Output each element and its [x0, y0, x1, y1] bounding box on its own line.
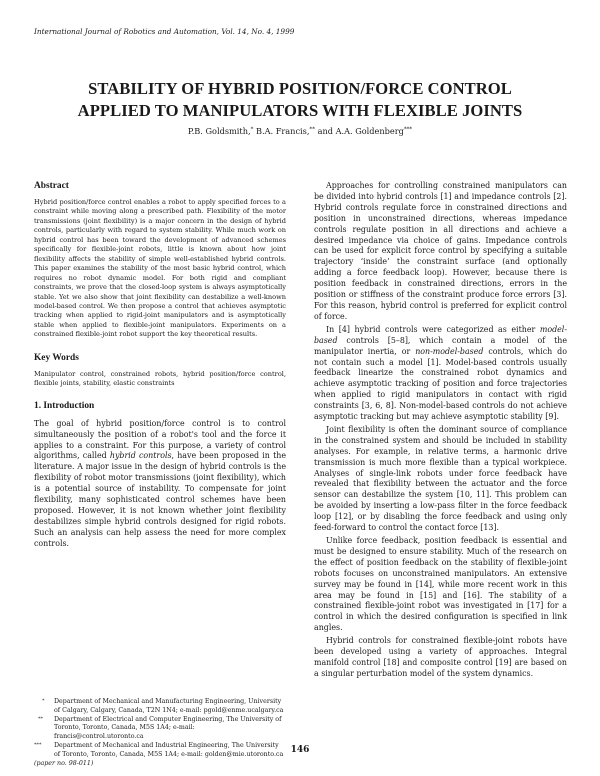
intro-emphasis: hybrid controls	[109, 451, 172, 461]
footnote-2	[34, 716, 286, 742]
author-francis: B.A. Francis,	[255, 126, 310, 136]
left-column	[34, 181, 286, 550]
author-mark-3: ***	[403, 126, 413, 133]
paper-title-line-1: STABILITY OF HYBRID POSITION/FORCE CONTROL	[88, 79, 512, 98]
footnote-text-1: Department of Mechanical and Manufacturing Engineering, University of Calgary, Calgary, Canada, T2N 1N4; e-mail: pgold@enme.ucalgary.ca	[54, 698, 284, 714]
footnotes	[34, 698, 286, 768]
footnote-mark-2: **	[38, 715, 43, 722]
abstract-text: Hybrid position/force control enables a robot to apply specified forces to a constraint while moving along a prescribed path. Flexibility of the motor transmissions (joint flexibility) is a major concern in the design of hybrid controls, particularly with regard to system stability. While much work on hybrid control has been toward the development of advanced schemes specifically for flexible-joint robots, little is known about how joint flexibility affects the stability of simple well-established hybrid controls. This paper examines the stability of the most basic hybrid control, which requires no robot dynamic model. For both rigid and compliant constraints, we prove that the closed-loop system is always asymptotically stable. Yet we also show that joint flexibility can destabilize a well-known model-based control. We then propose a control that achieves asymptotic tracking when applied to rigid-joint manipulators and is asymptotically stable when applied to flexible-joint manipulators. Experiments on a constrained flexible-joint robot support the key theoretical results.	[34, 198, 286, 339]
rp2-em-2: non-model-based	[415, 346, 484, 356]
right-paragraph-5: Hybrid controls for constrained flexible-joint robots have been developed using a variety of approaches. Integral manifold control [18] and composite control [19] are based on a singular perturbation model of the system dynamics.	[314, 636, 567, 678]
author-goldsmith: P.B. Goldsmith,	[187, 126, 251, 136]
rp2-text-b: controls [5–8], which contain a model of the manipulator inertia, or	[314, 335, 567, 356]
right-paragraph-3: Joint flexibility is often the dominant source of compliance in the constrained system and should be included in stability analyses. For example, in relative terms, a harmonic drive transmission is much more flexible than a typical workpiece. Analyses of single-link robots under force feedback have revealed that flexibility between the actuator and the force sensor can destabilize the system [10, 11]. This problem can be avoided by inserting a low-pass filter in the force feedback loop [12], or by disabling the force feedback and using only feed-forward to control the contact force [13].	[314, 424, 567, 533]
footnote-1	[34, 698, 286, 716]
author-goldenberg: and A.A. Goldenberg	[317, 126, 404, 136]
author-list	[34, 126, 566, 136]
paper-number: (paper no. 98-011)	[34, 759, 94, 767]
paper-title-line-2: APPLIED TO MANIPULATORS WITH FLEXIBLE JOINTS	[77, 101, 523, 120]
author-mark-2: **	[309, 126, 315, 133]
rp2-em-1: model-based	[314, 324, 567, 345]
footnote-mark-3: ***	[34, 741, 42, 748]
author-mark-1: *	[250, 126, 254, 133]
right-paragraph-4: Unlike force feedback, position feedback is essential and must be designed to ensure stability. Much of the research on the effect of position feedback on the stability of flexible-joint robots focuses on unconstrained manipulators. An extensive survey may be found in [14], while more recent work in this area may be found in [15] and [16]. The stability of a constrained flexible-joint robot was investigated in [17] for a control in which the desired configuration is specified in link angles.	[314, 536, 567, 633]
intro-text-2: , have been proposed in the literature. A major issue in the design of hybrid controls is the flexibility of robot motor transmissions (joint flexibility), which is a potential source of instability. To compensate for joint flexibility, many sophisticated control schemes have been proposed. However, it is not known whether joint flexibility destabilizes simple hybrid controls designed for rigid robots. Such an analysis can help assess the need for more complex controls.	[34, 451, 286, 548]
intro-text-1: The goal of hybrid position/force control is to control simultaneously the position of a robot's tool and the force it applies to a constraint. For this purpose, a variety of control algorithms, called	[34, 418, 286, 461]
page-number: 146	[290, 745, 310, 755]
abstract-heading: Abstract	[34, 181, 69, 191]
rp2-text-c: controls, which do not contain such a model [1]. Model-based controls usually feedback linearize the constrained robot dynamics and achieve asymptotic tracking of position and force trajectories when applied to rigid manipulators in contact with rigid constraints [3, 6, 8]. Non-model-based controls do not achieve asymptotic tracking but may achieve asymptotic stability [9].	[314, 346, 567, 422]
rp2-text-a: In [4] hybrid controls were categorized as either	[326, 324, 540, 334]
right-paragraph-2	[314, 325, 567, 423]
keywords-heading: Key Words	[34, 352, 79, 363]
right-column	[314, 181, 567, 680]
right-paragraph-1: Approaches for controlling constrained manipulators can be divided into hybrid controls [1] and impedance controls [2]. Hybrid controls regulate force in constrained directions and position in unconstrained directions, whereas impedance controls regulate position in all directions and achieve a desired impedance via choice of gains. Impedance controls can be used for explicit force control by specifying a suitable trajectory ‘inside’ the constraint surface (and optionally adding a force feedback loop). However, because there is position feedback in constrained directions, errors in the position or stiffness of the constraint produce force errors [3]. For this reason, hybrid control is preferred for explicit control of force.	[314, 181, 567, 321]
keywords-text: Manipulator control, constrained robots, hybrid position/force control, flexible joints, stability, elastic constraints	[34, 369, 286, 388]
introduction-heading: 1. Introduction	[34, 400, 95, 411]
footnote-text-2: Department of Electrical and Computer Engineering, The University of Toronto, Toronto, Canada, M5S 1A4; e-mail: francis@control.utoronto.ca	[54, 715, 282, 741]
introduction-paragraph	[34, 419, 286, 550]
journal-header: International Journal of Robotics and Automation, Vol. 14, No. 4, 1999	[34, 27, 295, 36]
footnote-text-3: Department of Mechanical and Industrial Engineering, The University of Toronto, Toronto, Canada, M5S 1A4; e-mail: golden@mie.utoronto.ca	[54, 741, 284, 758]
footnote-mark-1: *	[42, 698, 45, 704]
